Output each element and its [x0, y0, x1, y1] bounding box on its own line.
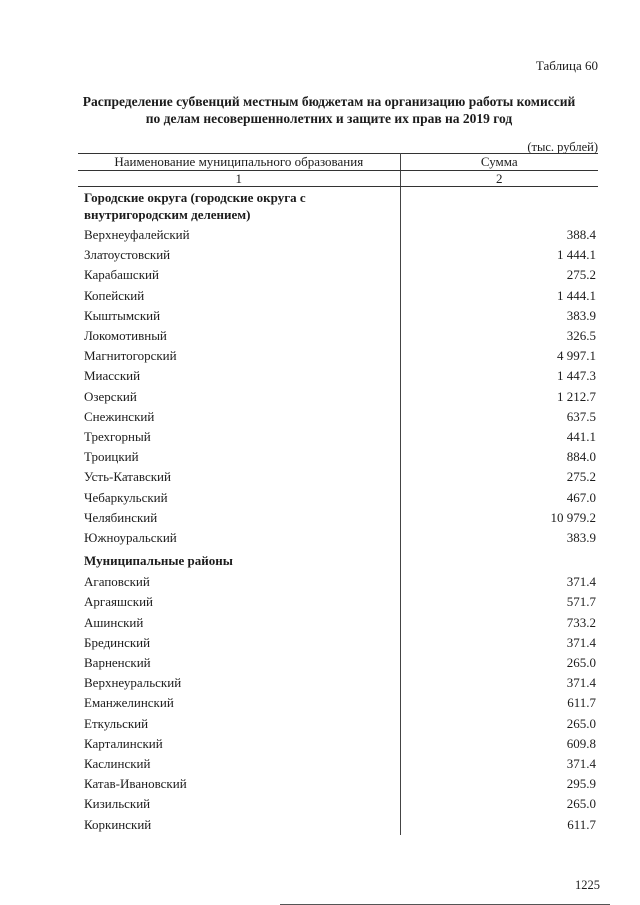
table-row: [78, 508, 598, 528]
subvention-sum: 1 444.1: [557, 287, 596, 303]
section-title: Городские округа (городские округа с внутригородским делением): [78, 187, 400, 226]
table-row: [78, 387, 598, 407]
subvention-sum: 441.1: [566, 428, 596, 444]
page-number: 1225: [575, 878, 600, 892]
title-line-1: Распределение субвенций местным бюджетам на организацию работы комиссий: [82, 94, 576, 109]
municipality-name: Златоустовский: [78, 245, 400, 265]
table-row: [78, 427, 598, 447]
municipality-name: Аргаяшский: [78, 592, 400, 612]
subvention-sum: 265.0: [566, 655, 596, 671]
municipality-name: Ашинский: [78, 613, 400, 633]
column-number-row: [78, 171, 598, 187]
title-line-2: по делам несовершеннолетних и защите их прав на 2019 год: [145, 111, 513, 126]
subvention-sum: 295.9: [566, 776, 596, 792]
column-number-1: 1: [78, 171, 400, 187]
table-row: [78, 714, 598, 734]
subvention-sum: 884.0: [566, 449, 596, 465]
subvention-sum: 275.2: [566, 267, 596, 283]
municipality-name: Коркинский: [78, 814, 400, 834]
municipality-name: Карабашский: [78, 265, 400, 285]
table-row: [78, 245, 598, 265]
section-header-row: [78, 548, 598, 572]
municipality-name: Трехгорный: [78, 427, 400, 447]
section-value-empty: [400, 548, 598, 572]
subvention-sum: 611.7: [567, 695, 596, 711]
column-header-sum: Сумма: [400, 154, 598, 171]
municipality-name: Усть-Катавский: [78, 467, 400, 487]
municipality-name: Карталинский: [78, 734, 400, 754]
table-row: [78, 467, 598, 487]
municipality-name: Чебаркульский: [78, 487, 400, 507]
table-row: [78, 794, 598, 814]
subvention-sum: 371.4: [566, 634, 596, 650]
subvention-sum: 1 212.7: [557, 388, 596, 404]
table-row: [78, 286, 598, 306]
subvention-sum: 371.4: [566, 675, 596, 691]
table-row: [78, 447, 598, 467]
municipality-name: Магнитогорский: [78, 346, 400, 366]
municipality-name: Агаповский: [78, 572, 400, 592]
table-row: [78, 693, 598, 713]
table-row: [78, 572, 598, 592]
municipality-name: Челябинский: [78, 508, 400, 528]
subvention-sum: 371.4: [566, 574, 596, 590]
municipality-name: Каслинский: [78, 754, 400, 774]
municipality-name: Снежинский: [78, 407, 400, 427]
subvention-sum: 265.0: [566, 715, 596, 731]
municipality-name: Копейский: [78, 286, 400, 306]
municipality-name: Верхнеуральский: [78, 673, 400, 693]
header-row: [78, 154, 598, 171]
subvention-sum: 383.9: [566, 307, 596, 323]
subvention-sum: 571.7: [566, 594, 596, 610]
table-row: [78, 673, 598, 693]
subvention-sum: 265.0: [566, 796, 596, 812]
budget-table: [78, 153, 598, 835]
section-header-row: [78, 187, 598, 226]
subvention-sum: 4 997.1: [557, 348, 596, 364]
municipality-name: Локомотивный: [78, 326, 400, 346]
subvention-sum: 275.2: [566, 469, 596, 485]
table-row: [78, 487, 598, 507]
table-row: [78, 754, 598, 774]
table-row: [78, 306, 598, 326]
municipality-name: Брединский: [78, 633, 400, 653]
subvention-sum: 467.0: [566, 489, 596, 505]
municipality-name: Катав-Ивановский: [78, 774, 400, 794]
table-row: [78, 265, 598, 285]
subvention-sum: 383.9: [566, 529, 596, 545]
subvention-sum: 10 979.2: [550, 509, 596, 525]
section-title: Муниципальные районы: [78, 548, 400, 572]
subvention-sum: 637.5: [566, 408, 596, 424]
table-row: [78, 326, 598, 346]
subvention-sum: 609.8: [566, 735, 596, 751]
subvention-sum: 1 444.1: [557, 247, 596, 263]
section-value-empty: [400, 187, 598, 226]
municipality-name: Миасский: [78, 366, 400, 386]
table-row: [78, 633, 598, 653]
unit-label: (тыс. рублей): [527, 140, 598, 154]
column-number-2: 2: [400, 171, 598, 187]
table-number: Таблица 60: [535, 58, 598, 73]
table-row: [78, 366, 598, 386]
subvention-sum: 733.2: [566, 614, 596, 630]
table-row: [78, 528, 598, 548]
municipality-name: Кыштымский: [78, 306, 400, 326]
table-row: [78, 734, 598, 754]
municipality-name: Кизильский: [78, 794, 400, 814]
table-row: [78, 814, 598, 834]
table-row: [78, 225, 598, 245]
subvention-sum: 371.4: [566, 755, 596, 771]
subvention-sum: 326.5: [566, 328, 596, 344]
municipality-name: Озерский: [78, 387, 400, 407]
table-row: [78, 613, 598, 633]
table-row: [78, 774, 598, 794]
municipality-name: Еткульский: [78, 714, 400, 734]
table-row: [78, 592, 598, 612]
municipality-name: Верхнеуфалейский: [78, 225, 400, 245]
subvention-sum: 1 447.3: [557, 368, 596, 384]
subvention-sum: 611.7: [567, 816, 596, 832]
municipality-name: Троицкий: [78, 447, 400, 467]
table-row: [78, 653, 598, 673]
document-title: [40, 93, 618, 127]
municipality-name: Южноуральский: [78, 528, 400, 548]
table-body: [78, 187, 598, 835]
table-row: [78, 407, 598, 427]
municipality-name: Еманжелинский: [78, 693, 400, 713]
subvention-sum: 388.4: [566, 227, 596, 243]
table-row: [78, 346, 598, 366]
municipality-name: Варненский: [78, 653, 400, 673]
column-header-name: Наименование муниципального образования: [78, 154, 400, 171]
